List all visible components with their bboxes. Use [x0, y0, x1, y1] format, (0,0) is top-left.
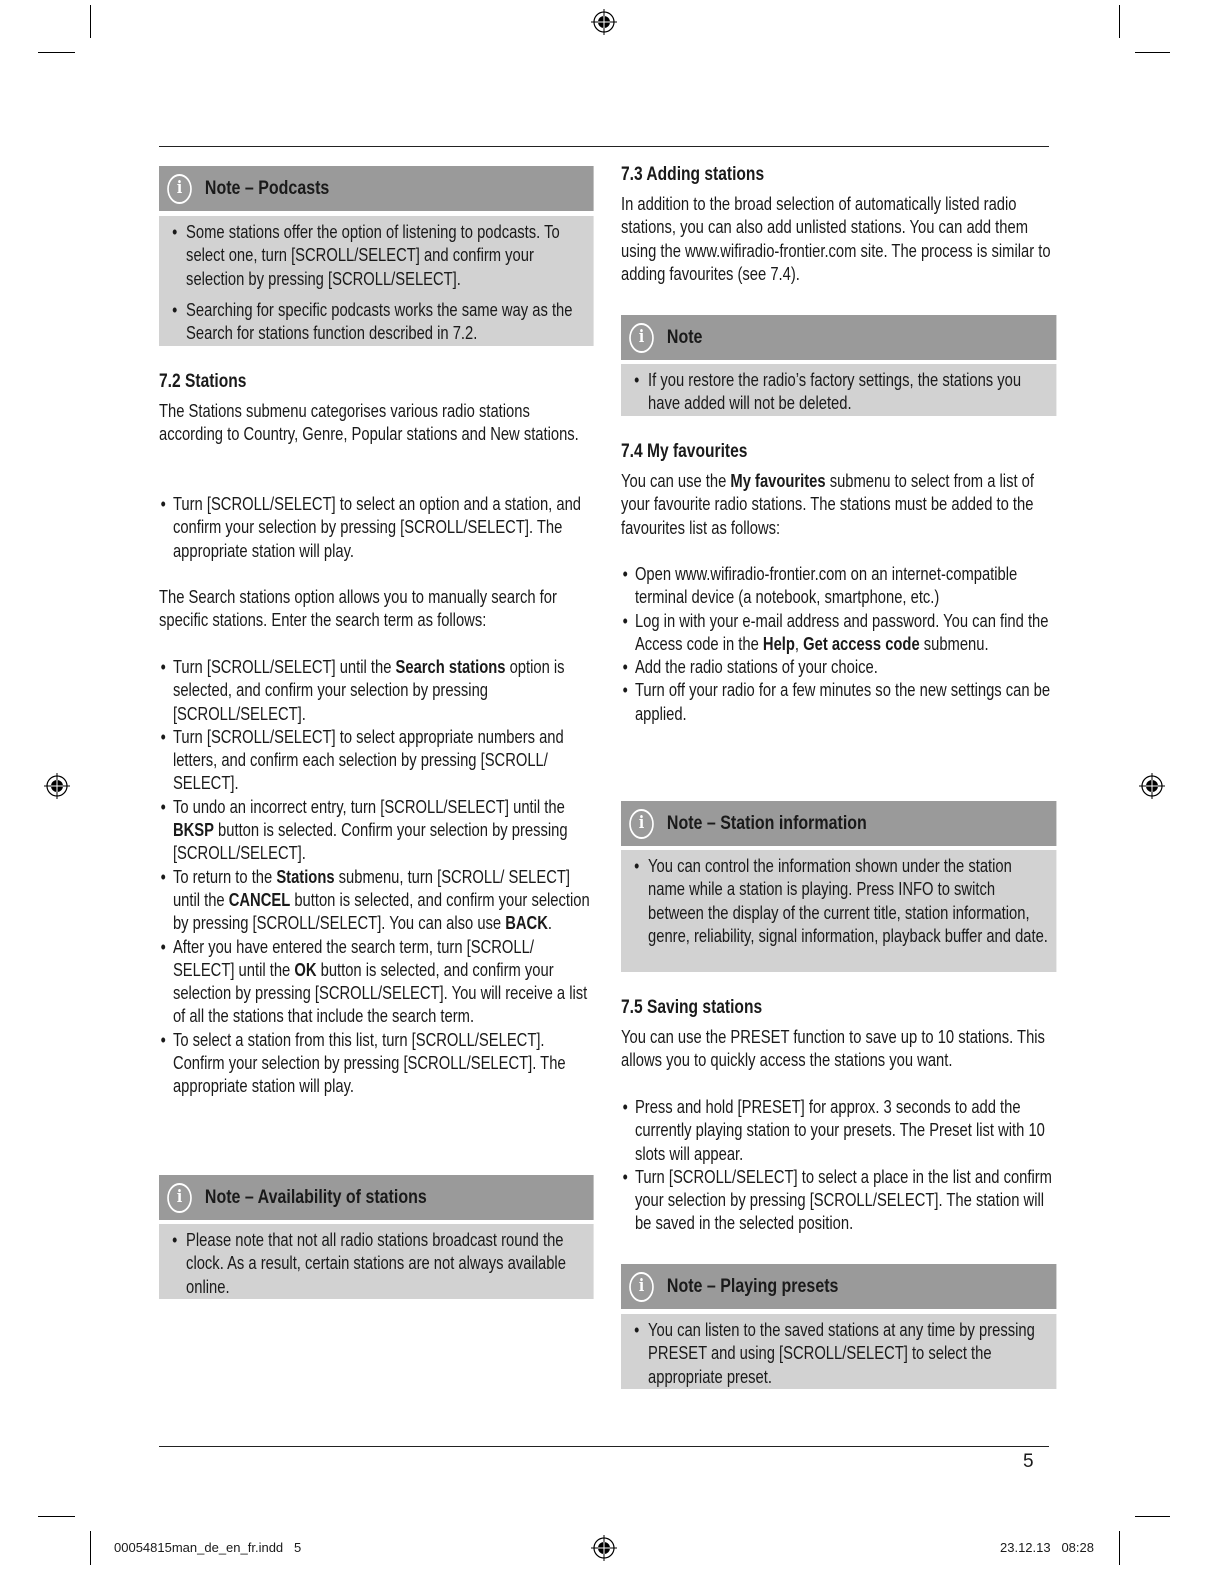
section-heading: 7.5 Saving stations: [621, 997, 763, 1018]
crop-mark: [1135, 52, 1170, 53]
text-run: You can listen to the saved stations at any time by pressing PRESET and using [SCROLL/SELECT] to select the appropriate preset.: [648, 1320, 1035, 1387]
info-icon: i: [167, 1183, 192, 1213]
section-heading: 7.4 My favourites: [621, 441, 748, 462]
page-number: 5: [1023, 1451, 1034, 1472]
note-availability-header: [159, 1175, 594, 1220]
left-column: [159, 0, 594, 1585]
section-heading: 7.2 Stations: [159, 371, 247, 392]
info-icon: i: [167, 174, 192, 204]
note-title: Note – Podcasts: [204, 176, 330, 199]
crop-mark: [90, 1531, 91, 1565]
text-run: Searching for specific podcasts works the same way as the Search for stations function described in 7.2.: [186, 299, 573, 344]
bullet-list: [159, 493, 594, 563]
list-item: [159, 936, 594, 1029]
list-item: [621, 563, 1056, 610]
list-item: [159, 299, 587, 346]
list-item: [621, 1319, 1050, 1389]
list-item: [159, 493, 594, 563]
note-podcasts-header: [159, 166, 594, 211]
list-item: [159, 726, 594, 796]
note-station-info-body: [621, 850, 1056, 972]
registration-mark-icon: [44, 773, 70, 799]
footer-file: [114, 1540, 301, 1555]
list-item: [159, 866, 594, 936]
note-header: [621, 315, 1056, 360]
footer-time: 08:28: [1061, 1540, 1094, 1555]
paragraph: [621, 470, 1056, 540]
text-run: Some stations offer the option of listening to podcasts. To select one, turn [SCROLL/SELECT] and confirm your selection by pressing [SCROLL/SELECT].: [186, 222, 560, 289]
note-title: Note – Availability of stations: [204, 1185, 427, 1208]
text-run: option is selected, and confirm your selection by pressing [SCROLL/SELECT].: [172, 657, 565, 724]
bold-text: BKSP: [172, 820, 214, 841]
footer-date: 23.12.13: [1000, 1540, 1051, 1555]
text-run: You can use the: [621, 471, 731, 491]
bold-text: Help: [762, 633, 795, 654]
bullet-list: [621, 563, 1056, 726]
info-icon: i: [629, 1272, 654, 1302]
text-run: Turn off your radio for a few minutes so the new settings can be applied.: [634, 680, 1051, 724]
text-run: After you have entered the search term, turn [SCROLL/ SELECT] until the: [172, 936, 534, 980]
crop-mark: [38, 1516, 75, 1517]
text-run: button is selected, and confirm your selection by pressing [SCROLL/SELECT]. You will receive a list of all the stations that include the search term.: [172, 959, 588, 1027]
bold-text: BACK: [505, 913, 548, 934]
bold-text: Get access code: [803, 633, 920, 654]
text-run: Turn [SCROLL/SELECT] to select a place in the list and confirm your selection by pressing [SCROLL/SELECT]. The station will be saved in the selected position.: [634, 1166, 1052, 1234]
list-item: [159, 221, 587, 291]
list-item: [621, 369, 1050, 416]
info-icon: i: [629, 323, 654, 353]
bold-text: My favourites: [730, 471, 826, 491]
bold-text: CANCEL: [228, 889, 291, 910]
note-body: [621, 364, 1056, 416]
crop-mark: [90, 5, 91, 38]
text-run: submenu to select from a list of your favourite radio stations. The stations must be added to the favourites list as follows:: [621, 471, 1034, 538]
text-run: Turn [SCROLL/SELECT] to select appropriate numbers and letters, and confirm each selection by pressing [SCROLL/ SELECT].: [172, 726, 564, 794]
crop-mark: [1135, 1516, 1170, 1517]
text-run: You can control the information shown under the station name while a station is playing. Press INFO to switch between the display of the current title, station information, genre, reliability, signal information, playback buffer and date.: [648, 856, 1048, 946]
registration-mark-icon: [591, 9, 617, 35]
text-run: To select a station from this list, turn [SCROLL/SELECT]. Confirm your selection by pressing [SCROLL/SELECT]. The appropriate station will play.: [172, 1029, 566, 1097]
note-presets-header: [621, 1264, 1056, 1309]
text-run: You can use the PRESET function to save up to 10 stations. This allows you to quickly access the stations you want.: [621, 1027, 1045, 1071]
text-run: button is selected, and confirm your selection by pressing [SCROLL/SELECT]. You can also use: [172, 889, 590, 934]
text-run: .: [547, 913, 552, 934]
text-run: If you restore the radio’s factory settings, the stations you have added will not be deleted.: [648, 370, 1022, 414]
list-item: [621, 1096, 1056, 1166]
text-run: ,: [794, 633, 804, 654]
list-item: [621, 679, 1056, 726]
bold-text: Search stations: [395, 657, 506, 677]
right-column: [621, 0, 1056, 1585]
bullet-list: [159, 656, 594, 1099]
text-run: Open www.wifiradio-frontier.com on an internet-compatible terminal device (a notebook, smartphone, etc.): [634, 564, 1018, 608]
note-title: Note – Station information: [666, 811, 867, 834]
bold-text: OK: [294, 959, 317, 980]
note-podcasts-body: [159, 216, 594, 346]
list-item: [621, 1166, 1056, 1236]
crop-mark: [1119, 1531, 1120, 1565]
list-item: [621, 610, 1056, 657]
paragraph: [159, 586, 594, 633]
file-name: 00054815man_de_en_fr.indd: [114, 1540, 284, 1555]
bold-text: Stations: [276, 866, 335, 887]
text-run: submenu, turn [SCROLL/ SELECT] until the: [172, 866, 570, 910]
section-heading: 7.3 Adding stations: [621, 164, 765, 185]
text-run: The Stations submenu categorises various radio stations according to Country, Genre, Popular stations and New stations.: [159, 401, 579, 445]
info-icon: i: [629, 809, 654, 839]
crop-mark: [1119, 5, 1120, 38]
text-run: To undo an incorrect entry, turn [SCROLL/SELECT] until the: [172, 796, 565, 817]
registration-mark-icon: [591, 1535, 617, 1561]
text-run: To return to the: [172, 866, 277, 887]
note-availability-body: [159, 1224, 594, 1299]
footer-timestamp: [1000, 1540, 1094, 1555]
text-run: submenu.: [919, 633, 989, 654]
file-page: 5: [294, 1540, 302, 1555]
paragraph: [621, 1026, 1056, 1073]
list-item: [159, 1229, 587, 1299]
note-title: Note – Playing presets: [666, 1274, 839, 1297]
text-run: The Search stations option allows you to manually search for specific stations. Enter the search term as follows:: [159, 587, 557, 631]
crop-mark: [38, 52, 75, 53]
text-run: Log in with your e-mail address and password. You can find the Access code in the: [634, 610, 1049, 654]
text-run: In addition to the broad selection of automatically listed radio stations, you can also add unlisted stations. You can add them using the www.wifiradio-frontier.com site. The process is similar to adding favourites (see 7.4).: [621, 194, 1051, 284]
note-title: Note: [666, 325, 703, 348]
text-run: Please note that not all radio stations broadcast round the clock. As a result, certain stations are not always available online.: [186, 1230, 566, 1297]
list-item: [159, 1029, 594, 1099]
list-item: [621, 656, 1056, 679]
text-run: Press and hold [PRESET] for approx. 3 seconds to add the currently playing station to your presets. The Preset list with 10 slots will appear.: [634, 1097, 1045, 1164]
note-station-info-header: [621, 801, 1056, 846]
bullet-list: [621, 1096, 1056, 1236]
text-run: button is selected. Confirm your selection by pressing [SCROLL/SELECT].: [172, 820, 568, 864]
registration-mark-icon: [1139, 773, 1165, 799]
text-run: Add the radio stations of your choice.: [634, 657, 878, 678]
text-run: Turn [SCROLL/SELECT] until the: [172, 657, 396, 677]
list-item: [621, 855, 1050, 948]
list-item: [159, 656, 594, 726]
list-item: [159, 796, 594, 866]
paragraph: [621, 193, 1056, 286]
note-presets-body: [621, 1314, 1056, 1389]
text-run: Turn [SCROLL/SELECT] to select an option and a station, and confirm your selection by pressing [SCROLL/SELECT]. The appropriate station will play.: [172, 494, 581, 561]
paragraph: [159, 400, 594, 447]
